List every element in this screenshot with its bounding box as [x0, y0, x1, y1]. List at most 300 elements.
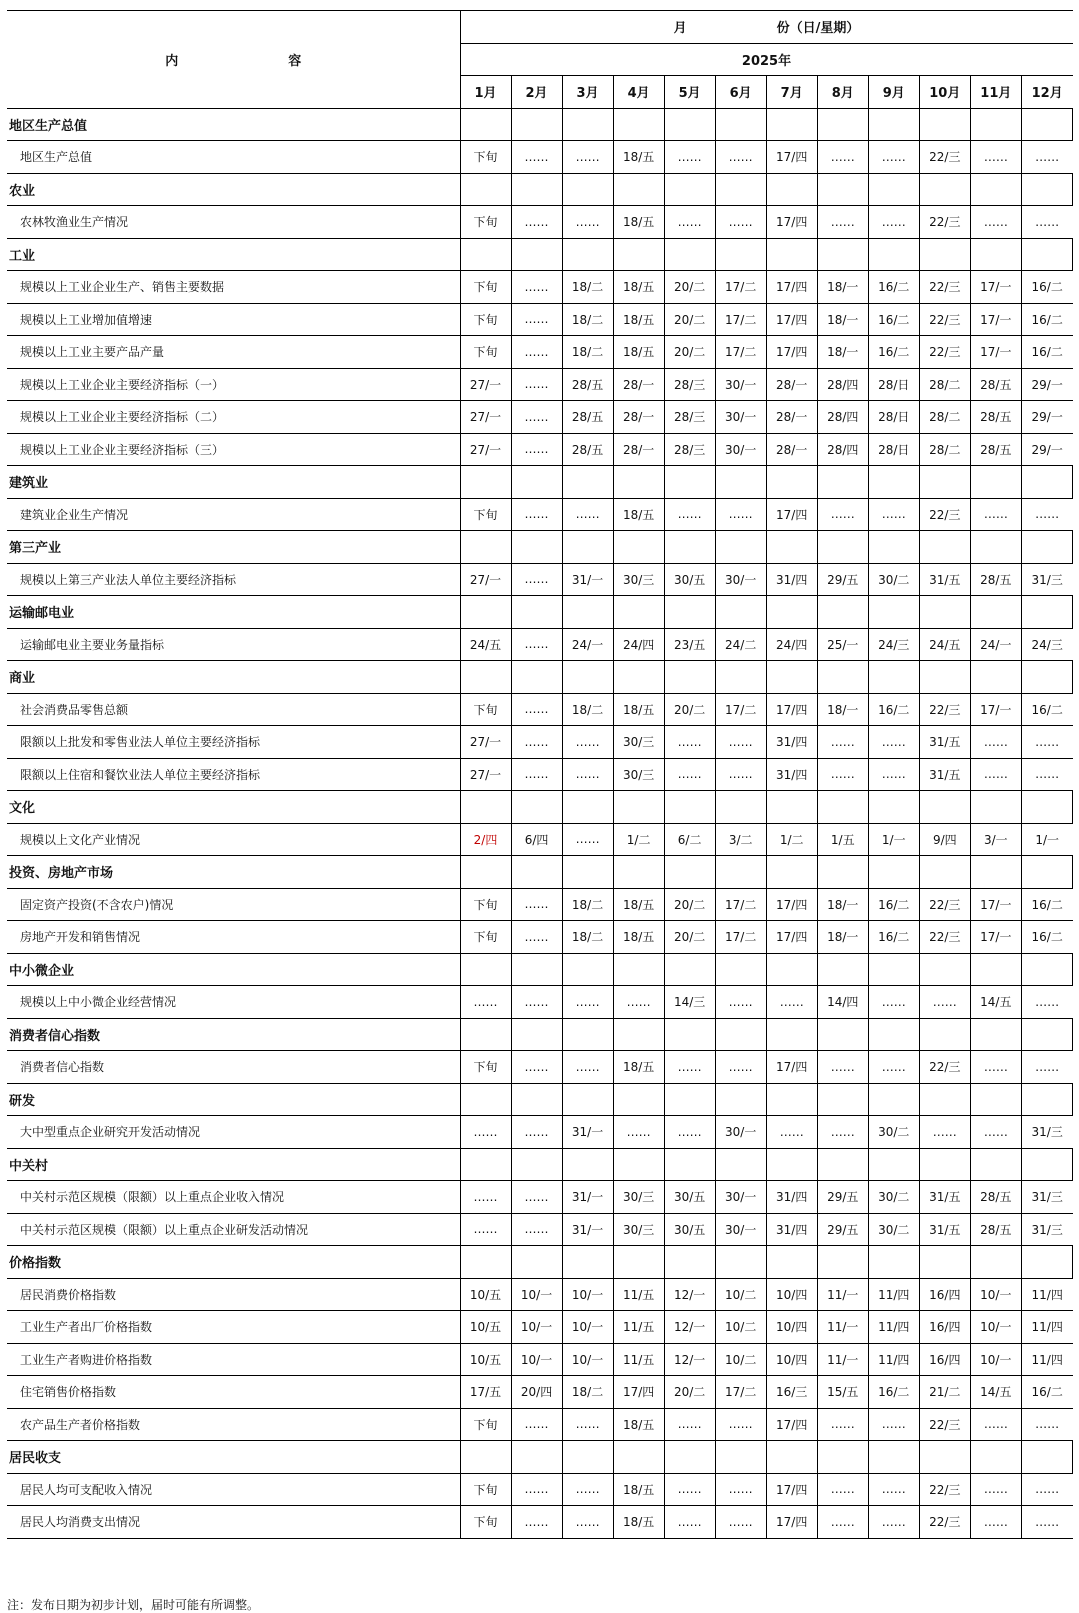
table-body [7, 108, 1073, 1538]
release-date-cell [817, 791, 868, 824]
release-date-cell: …… [715, 498, 766, 531]
release-date-cell: 31/一 [562, 563, 613, 596]
release-date-cell: 17/四 [766, 921, 817, 954]
release-date-cell: 18/二 [562, 921, 613, 954]
release-date-cell [970, 596, 1021, 629]
release-date-cell: 18/二 [562, 1376, 613, 1409]
release-date-cell: 10/一 [562, 1311, 613, 1344]
release-date-cell: …… [511, 206, 562, 239]
release-date-cell: 18/一 [817, 271, 868, 304]
release-date-cell: …… [511, 498, 562, 531]
table-row [7, 921, 1073, 954]
release-date-cell: …… [868, 141, 919, 174]
release-date-cell [970, 1441, 1021, 1474]
release-date-cell: …… [817, 498, 868, 531]
release-date-cell: …… [1021, 1506, 1072, 1539]
release-date-cell: …… [970, 1116, 1021, 1149]
release-date-cell: …… [715, 1506, 766, 1539]
section-title: 建筑业 [7, 466, 460, 499]
release-date-cell: 16/三 [766, 1376, 817, 1409]
release-date-cell: …… [511, 563, 562, 596]
release-date-cell: 11/一 [817, 1343, 868, 1376]
release-date-cell [919, 1246, 970, 1279]
release-date-cell: 16/二 [868, 921, 919, 954]
release-date-cell [460, 596, 511, 629]
release-date-cell: …… [664, 1473, 715, 1506]
release-date-cell [664, 1246, 715, 1279]
release-date-cell [562, 856, 613, 889]
release-date-cell: 11/四 [868, 1343, 919, 1376]
release-date-cell: 30/二 [868, 1213, 919, 1246]
section-title: 中小微企业 [7, 953, 460, 986]
release-date-cell: 28/五 [970, 1213, 1021, 1246]
release-date-cell: 16/二 [868, 303, 919, 336]
table-row [7, 368, 1073, 401]
content-header [7, 11, 460, 109]
release-date-cell: …… [868, 1506, 919, 1539]
release-date-cell: …… [562, 986, 613, 1019]
release-date-cell: …… [1021, 1408, 1072, 1441]
release-date-cell [511, 238, 562, 271]
release-date-cell: …… [511, 1408, 562, 1441]
section-row [7, 596, 1073, 629]
release-date-cell: 27/一 [460, 368, 511, 401]
release-date-cell: 29/五 [817, 563, 868, 596]
release-date-cell: …… [664, 206, 715, 239]
release-date-cell: 18/五 [613, 1473, 664, 1506]
release-date-cell: 16/四 [919, 1278, 970, 1311]
table-row [7, 1213, 1073, 1246]
release-date-cell: 11/五 [613, 1343, 664, 1376]
indicator-name: 农林牧渔业生产情况 [7, 206, 460, 239]
release-date-cell [868, 108, 919, 141]
release-date-cell: …… [970, 1506, 1021, 1539]
release-date-cell: …… [1021, 1051, 1072, 1084]
indicator-name: 运输邮电业主要业务量指标 [7, 628, 460, 661]
release-date-cell [970, 1148, 1021, 1181]
release-date-cell [562, 1246, 613, 1279]
release-date-cell: 18/五 [613, 693, 664, 726]
release-date-cell: 22/三 [919, 141, 970, 174]
release-date-cell [970, 1246, 1021, 1279]
release-date-cell [817, 173, 868, 206]
table-row [7, 986, 1073, 1019]
release-date-cell [613, 173, 664, 206]
table-row [7, 823, 1073, 856]
release-date-cell: …… [868, 498, 919, 531]
release-date-cell [817, 531, 868, 564]
release-date-cell: 17/四 [766, 336, 817, 369]
release-date-cell: 16/二 [868, 1376, 919, 1409]
release-date-cell [715, 596, 766, 629]
release-date-cell: …… [868, 1051, 919, 1084]
release-date-cell [460, 108, 511, 141]
release-date-cell [970, 238, 1021, 271]
release-date-cell: 28/日 [868, 368, 919, 401]
release-date-cell [970, 1018, 1021, 1051]
release-date-cell: …… [511, 986, 562, 1019]
indicator-name: 社会消费品零售总额 [7, 693, 460, 726]
release-date-cell: …… [766, 986, 817, 1019]
release-date-cell: …… [664, 498, 715, 531]
release-date-cell: 1/二 [766, 823, 817, 856]
release-date-cell: 30/三 [613, 1213, 664, 1246]
indicator-name: 中关村示范区规模（限额）以上重点企业研发活动情况 [7, 1213, 460, 1246]
release-date-cell [970, 1083, 1021, 1116]
release-date-cell [460, 791, 511, 824]
release-date-cell: 28/一 [613, 368, 664, 401]
release-date-cell: 20/四 [511, 1376, 562, 1409]
section-row [7, 173, 1073, 206]
release-date-cell: …… [817, 726, 868, 759]
release-date-cell: 10/四 [766, 1343, 817, 1376]
release-date-cell: …… [817, 141, 868, 174]
release-date-cell: …… [562, 1473, 613, 1506]
release-date-cell: 28/五 [970, 563, 1021, 596]
release-date-cell: 17/五 [460, 1376, 511, 1409]
release-date-cell [766, 1083, 817, 1116]
release-date-cell [460, 856, 511, 889]
release-date-cell: 24/一 [562, 628, 613, 661]
release-date-cell: 17/四 [766, 1408, 817, 1441]
release-date-cell [460, 466, 511, 499]
release-date-cell: …… [664, 726, 715, 759]
release-date-cell: 28/日 [868, 433, 919, 466]
release-date-cell: …… [511, 401, 562, 434]
month-header-cell: 7月 [766, 76, 817, 109]
month-header-cell: 3月 [562, 76, 613, 109]
section-row [7, 238, 1073, 271]
release-date-cell: 28/五 [970, 1181, 1021, 1214]
release-date-cell: 16/二 [868, 693, 919, 726]
release-date-cell [511, 1246, 562, 1279]
release-date-cell: …… [970, 1408, 1021, 1441]
release-date-cell [817, 108, 868, 141]
release-date-cell: …… [817, 1506, 868, 1539]
release-date-cell [664, 1083, 715, 1116]
release-date-cell [511, 531, 562, 564]
release-date-cell [715, 856, 766, 889]
release-date-cell: 下旬 [460, 693, 511, 726]
release-date-cell [664, 596, 715, 629]
release-date-cell [562, 1148, 613, 1181]
release-date-cell: 28/一 [613, 433, 664, 466]
release-date-cell: 下旬 [460, 1473, 511, 1506]
indicator-name: 规模以上文化产业情况 [7, 823, 460, 856]
release-date-cell [664, 1018, 715, 1051]
section-row [7, 108, 1073, 141]
release-date-cell [511, 953, 562, 986]
release-date-cell: …… [613, 986, 664, 1019]
release-date-cell: 30/二 [868, 1116, 919, 1149]
section-row [7, 661, 1073, 694]
release-date-cell [766, 1246, 817, 1279]
release-date-cell: 17/四 [766, 206, 817, 239]
release-date-cell [613, 596, 664, 629]
release-date-cell: 11/一 [817, 1278, 868, 1311]
release-date-cell: 16/二 [868, 888, 919, 921]
table-row [7, 758, 1073, 791]
release-date-cell [664, 791, 715, 824]
release-date-cell: 22/三 [919, 693, 970, 726]
release-date-cell [817, 238, 868, 271]
release-date-cell: …… [562, 758, 613, 791]
release-date-cell: 22/三 [919, 888, 970, 921]
release-date-cell [511, 466, 562, 499]
release-date-cell: 10/一 [511, 1278, 562, 1311]
release-date-cell: …… [970, 498, 1021, 531]
release-date-cell: 21/二 [919, 1376, 970, 1409]
release-date-cell: 10/一 [511, 1311, 562, 1344]
release-date-cell [919, 856, 970, 889]
release-date-cell: 17/二 [715, 921, 766, 954]
release-date-cell: …… [817, 758, 868, 791]
release-date-cell: 24/三 [868, 628, 919, 661]
release-date-cell [970, 173, 1021, 206]
release-date-cell: …… [715, 986, 766, 1019]
table-row [7, 1376, 1073, 1409]
release-date-cell [460, 1148, 511, 1181]
release-date-cell [511, 661, 562, 694]
release-date-cell: …… [817, 206, 868, 239]
section-row [7, 953, 1073, 986]
release-date-cell: …… [562, 1506, 613, 1539]
release-date-cell: 16/二 [868, 271, 919, 304]
release-date-cell [817, 1018, 868, 1051]
release-date-cell: 18/一 [817, 921, 868, 954]
release-date-cell: …… [970, 141, 1021, 174]
release-date-cell: 28/二 [919, 368, 970, 401]
release-date-cell: …… [511, 888, 562, 921]
release-date-cell: 10/二 [715, 1278, 766, 1311]
release-date-cell [919, 596, 970, 629]
release-date-cell: 16/二 [1021, 271, 1072, 304]
release-date-cell: 1/一 [868, 823, 919, 856]
section-title: 商业 [7, 661, 460, 694]
table-row [7, 401, 1073, 434]
release-date-cell [970, 531, 1021, 564]
release-date-cell: 30/五 [664, 1181, 715, 1214]
release-date-cell: 9/四 [919, 823, 970, 856]
release-date-cell: 3/二 [715, 823, 766, 856]
release-date-cell [1021, 596, 1072, 629]
release-date-cell: 16/四 [919, 1343, 970, 1376]
release-date-cell [562, 238, 613, 271]
release-date-cell: 下旬 [460, 141, 511, 174]
release-date-cell: 22/三 [919, 271, 970, 304]
release-date-cell: …… [460, 1181, 511, 1214]
section-title: 研发 [7, 1083, 460, 1116]
section-row [7, 1246, 1073, 1279]
table-row [7, 1278, 1073, 1311]
release-date-cell: 27/一 [460, 433, 511, 466]
release-date-cell: 31/四 [766, 1181, 817, 1214]
release-date-cell: …… [511, 628, 562, 661]
release-date-cell: 下旬 [460, 888, 511, 921]
section-title: 工业 [7, 238, 460, 271]
release-date-cell: 10/五 [460, 1278, 511, 1311]
release-date-cell: …… [868, 1473, 919, 1506]
month-header-cell: 6月 [715, 76, 766, 109]
release-date-cell: 18/二 [562, 888, 613, 921]
table-row [7, 1473, 1073, 1506]
release-date-cell: 30/二 [868, 1181, 919, 1214]
table-row [7, 1181, 1073, 1214]
release-date-cell: …… [664, 1506, 715, 1539]
release-date-cell [715, 173, 766, 206]
section-title: 第三产业 [7, 531, 460, 564]
release-date-cell: 31/三 [1021, 1116, 1072, 1149]
release-date-cell: …… [817, 1408, 868, 1441]
release-date-cell: 17/二 [715, 693, 766, 726]
release-date-cell: 28/五 [970, 401, 1021, 434]
release-date-cell: 10/一 [562, 1278, 613, 1311]
section-title: 价格指数 [7, 1246, 460, 1279]
release-date-cell: 17/四 [766, 141, 817, 174]
release-date-cell [868, 1083, 919, 1116]
release-date-cell: 28/四 [817, 401, 868, 434]
release-date-cell: 20/二 [664, 921, 715, 954]
release-date-cell [562, 1018, 613, 1051]
release-date-cell: 30/三 [613, 758, 664, 791]
table-row [7, 1343, 1073, 1376]
release-date-cell: …… [817, 1051, 868, 1084]
release-date-cell: 18/五 [613, 141, 664, 174]
release-date-cell [766, 596, 817, 629]
release-date-cell: 28/三 [664, 368, 715, 401]
table-row [7, 206, 1073, 239]
release-date-cell: 16/二 [1021, 1376, 1072, 1409]
release-date-cell [868, 791, 919, 824]
release-date-cell: …… [919, 1116, 970, 1149]
release-date-cell: 17/一 [970, 303, 1021, 336]
release-date-cell [613, 1441, 664, 1474]
release-date-cell: 20/二 [664, 336, 715, 369]
release-date-cell: …… [562, 726, 613, 759]
release-date-cell: …… [1021, 498, 1072, 531]
release-date-cell: 28/一 [766, 401, 817, 434]
release-date-cell [817, 466, 868, 499]
release-date-cell: …… [664, 1408, 715, 1441]
release-date-cell: 17/四 [766, 303, 817, 336]
release-date-cell: 18/五 [613, 1051, 664, 1084]
release-date-cell [460, 1083, 511, 1116]
release-date-cell: 6/二 [664, 823, 715, 856]
release-date-cell [1021, 466, 1072, 499]
release-date-cell: 24/三 [1021, 628, 1072, 661]
release-date-cell: 下旬 [460, 336, 511, 369]
release-date-cell: 28/五 [562, 368, 613, 401]
year-header: 2025年 [460, 43, 1073, 76]
month-header-cell: 2月 [511, 76, 562, 109]
release-date-cell: 24/五 [919, 628, 970, 661]
release-date-cell [1021, 856, 1072, 889]
release-date-cell [766, 661, 817, 694]
month-header-cell: 11月 [970, 76, 1021, 109]
release-date-cell: 30/一 [715, 1213, 766, 1246]
indicator-name: 大中型重点企业研究开发活动情况 [7, 1116, 460, 1149]
release-date-cell: 6/四 [511, 823, 562, 856]
release-date-cell: 27/一 [460, 563, 511, 596]
table-row [7, 433, 1073, 466]
release-date-cell: 16/二 [1021, 336, 1072, 369]
release-date-cell: 20/二 [664, 303, 715, 336]
release-date-cell: 16/二 [868, 336, 919, 369]
release-date-cell [613, 1246, 664, 1279]
release-date-cell [1021, 1018, 1072, 1051]
release-date-cell: …… [1021, 986, 1072, 1019]
release-date-cell: …… [817, 1116, 868, 1149]
release-date-cell [766, 953, 817, 986]
release-date-cell: 31/四 [766, 758, 817, 791]
release-date-cell: …… [868, 206, 919, 239]
release-date-cell [613, 1018, 664, 1051]
release-date-cell [817, 661, 868, 694]
indicator-name: 房地产开发和销售情况 [7, 921, 460, 954]
table-row [7, 303, 1073, 336]
release-date-cell: 18/五 [613, 1506, 664, 1539]
release-date-cell: 18/五 [613, 888, 664, 921]
release-date-cell: 27/一 [460, 758, 511, 791]
release-date-cell: 31/五 [919, 1213, 970, 1246]
release-date-cell: 15/五 [817, 1376, 868, 1409]
table-row [7, 888, 1073, 921]
release-date-cell [613, 856, 664, 889]
release-date-cell: 30/三 [613, 726, 664, 759]
release-date-cell: 14/五 [970, 986, 1021, 1019]
release-date-cell: …… [511, 693, 562, 726]
release-date-cell [562, 1441, 613, 1474]
release-date-cell: 28/五 [970, 368, 1021, 401]
release-date-cell: 22/三 [919, 921, 970, 954]
release-date-cell: 下旬 [460, 1051, 511, 1084]
release-date-cell: 18/五 [613, 921, 664, 954]
release-date-cell: 17/二 [715, 271, 766, 304]
release-date-cell: …… [511, 1051, 562, 1084]
release-date-cell: …… [562, 1051, 613, 1084]
release-date-cell: …… [562, 823, 613, 856]
section-row [7, 1148, 1073, 1181]
release-date-cell: 28/一 [766, 433, 817, 466]
table-row [7, 563, 1073, 596]
release-date-cell: 11/五 [613, 1278, 664, 1311]
release-date-cell: 31/五 [919, 563, 970, 596]
release-date-cell [664, 173, 715, 206]
release-date-cell: 下旬 [460, 271, 511, 304]
release-date-cell: …… [511, 271, 562, 304]
section-title: 中关村 [7, 1148, 460, 1181]
release-date-cell: …… [1021, 141, 1072, 174]
release-calendar-table [7, 10, 1073, 1539]
indicator-name: 规模以上工业增加值增速 [7, 303, 460, 336]
release-date-cell [664, 238, 715, 271]
release-date-cell [613, 238, 664, 271]
release-date-cell: 30/二 [868, 563, 919, 596]
release-date-cell: 24/四 [766, 628, 817, 661]
release-date-cell: 11/四 [1021, 1278, 1072, 1311]
release-date-cell [511, 856, 562, 889]
release-date-cell: …… [715, 726, 766, 759]
release-date-cell: 31/五 [919, 758, 970, 791]
release-date-cell [766, 466, 817, 499]
release-date-cell [562, 108, 613, 141]
release-date-cell [715, 953, 766, 986]
release-date-cell [1021, 1441, 1072, 1474]
release-date-cell: 2/四 [460, 823, 511, 856]
release-date-cell: 17/四 [766, 271, 817, 304]
release-date-cell [970, 791, 1021, 824]
release-date-cell: 31/三 [1021, 1213, 1072, 1246]
